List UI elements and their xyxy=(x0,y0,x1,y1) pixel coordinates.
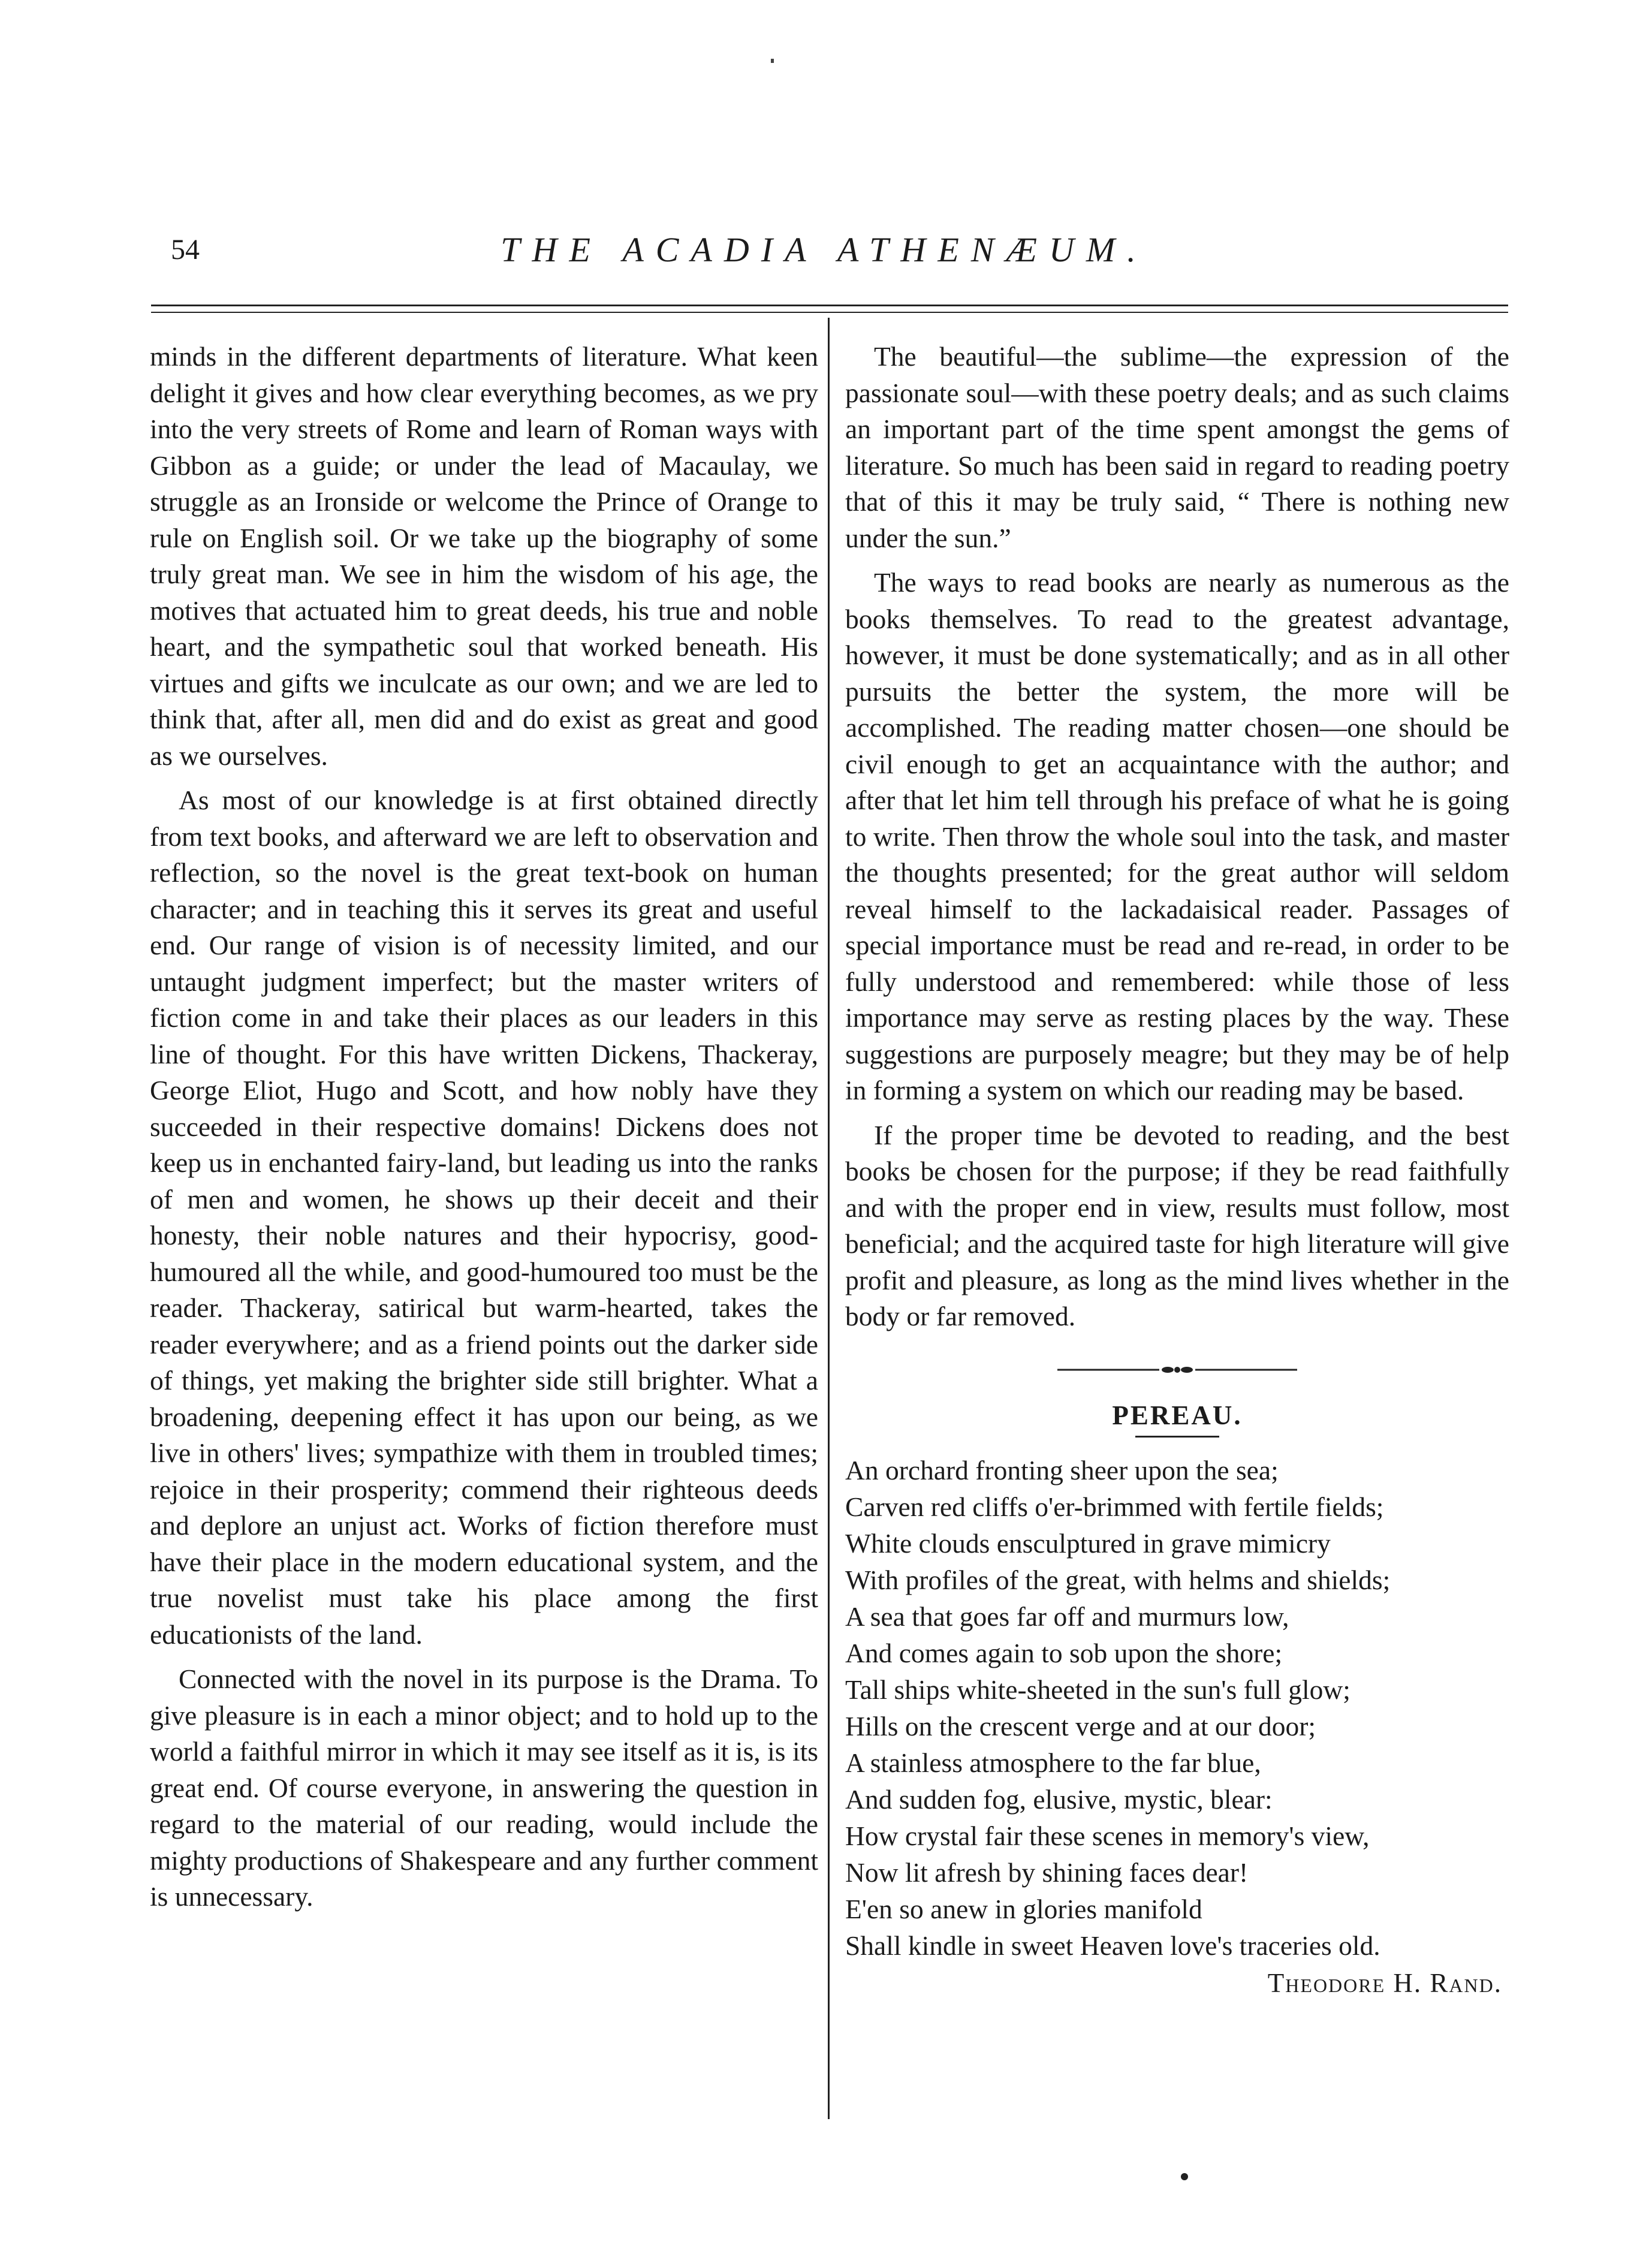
poem-line: With profiles of the great, with helms and shields; xyxy=(845,1564,1391,1595)
poem-line: And comes again to sob upon the shore; xyxy=(845,1637,1283,1668)
paragraph: Connected with the novel in its purpose is the Drama. To give pleasure is in each a minor object; and to hold up to the world a faithful mirror in which it may see itself as it is, is its great end. Of course everyone, in answering the question in regard to the material of our reading, would include the mighty productions of Shakespeare and any further comment is unnecessary. xyxy=(150,1664,818,1912)
paragraph: If the proper time be devoted to reading, and the best books be chosen for the purpose; if they be read faithfully and with the proper end in view, results must follow, most beneficial; and the acquired taste for high literature will give profit and pleasure, as long as the mind lives whether in the body or far removed. xyxy=(845,1119,1509,1331)
poem-line: And sudden fog, elusive, mystic, blear: xyxy=(845,1783,1273,1815)
poem-line: How crystal fair these scenes in memory's view, xyxy=(845,1820,1370,1851)
poem-line: White clouds ensculptured in grave mimicry xyxy=(845,1527,1331,1559)
poem xyxy=(845,1452,1509,1964)
paragraph: The ways to read books are nearly as numerous as the books themselves. To read to the greatest advantage, however, it must be done systematically; and as in all other pursuits the better the system, the more will be accomplished. The reading matter chosen—one should be civil enough to get an acquaintance with the author; and after that let him tell through his preface of what he is going to write. Then throw the whole soul into the task, and master the thoughts presented; for the great author will seldom reveal himself to the lackadaisical reader. Passages of special importance must be read and re-read, in order to be fully understood and remembered: while those of less importance may serve as resting places by the way. These suggestions are purposely meagre; but they may be of help in forming a system on which our reading may be based. xyxy=(845,567,1509,1105)
paragraph: As most of our knowledge is at first obtained directly from text books, and afterward we are left to observation and reflection, so the novel is the great text-book on human character; and in teaching this it serves its great and useful end. Our range of vision is of necessity limited, and our untaught judgment imperfect; but the master writers of fiction come in and take their places as our leaders in this line of thought. For this have written Dickens, Thackeray, George Eliot, Hugo and Scott, and how nobly have they succeeded in their respective domains! Dickens does not keep us in enchanted fairy-land, but leading us into the ranks of men and women, he shows up their deceit and their honesty, their noble natures and their hypocrisy, good-humoured all the while, and good-humoured too must be the reader. Thackeray, satirical but warm-hearted, takes the reader everywhere; and as a friend points out the darker side of things, yet making the brighter side still brighter. What a broadening, deepening effect it has upon our being, as we live in others' lives; sympathize with them in troubled times; rejoice in their prosperity; commend their righteous deeds and deplore an unjust act. Works of fiction therefore must have their place in the modern educational system, and the true novelist must take his place among the first educationists of the land. xyxy=(150,785,818,1650)
section-ornament xyxy=(1057,1363,1297,1377)
poem-line: An orchard fronting sheer upon the sea; xyxy=(845,1454,1279,1485)
left-column xyxy=(150,339,818,1924)
poem-line: Now lit afresh by shining faces dear! xyxy=(845,1857,1249,1888)
poem-title: PEREAU. xyxy=(1112,1400,1243,1430)
header-rule-top xyxy=(151,305,1508,306)
print-speck xyxy=(771,59,774,63)
poem-line: Tall ships white-sheeted in the sun's full glow; xyxy=(845,1674,1350,1705)
column-divider xyxy=(828,318,830,2119)
poem-line: Carven red cliffs o'er-brimmed with fertile fields; xyxy=(845,1491,1384,1522)
page-number: 54 xyxy=(171,234,200,266)
running-head-title: THE ACADIA ATHENÆUM. xyxy=(501,230,1148,269)
paragraph: The beautiful—the sublime—the expression of the passionate soul—with these poetry deals; and as such claims an important part of the time spent amongst the gems of literature. So much has been said in regard to reading poetry that of this it may be truly said, “ There is nothing new under the sun.” xyxy=(845,341,1509,553)
poem-line: Shall kindle in sweet Heaven love's traceries old. xyxy=(845,1930,1380,1961)
poem-line: A sea that goes far off and murmurs low, xyxy=(845,1601,1289,1632)
poem-line: E'en so anew in glories manifold xyxy=(845,1893,1202,1924)
print-speck xyxy=(1181,2173,1188,2180)
poem-author: Theodore H. Rand. xyxy=(1267,1967,1502,1998)
poem-line: Hills on the crescent verge and at our door; xyxy=(845,1710,1316,1741)
paragraph: minds in the different departments of literature. What keen delight it gives and how clear everything becomes, as we pry into the very streets of Rome and learn of Roman ways with Gibbon as a guide; or under the lead of Macaulay, we struggle as an Ironside or welcome the Prince of Orange to rule on English soil. Or we take up the biography of some truly great man. We see in him the wisdom of his age, the motives that actuated him to great deeds, his true and noble heart, and the sympathetic soul that worked beneath. His virtues and gifts we inculcate as our own; and we are led to think that, after all, men did and do exist as great and good as we ourselves. xyxy=(150,341,818,771)
header-rule-bottom xyxy=(151,312,1508,313)
poem-line: A stainless atmosphere to the far blue, xyxy=(845,1747,1261,1778)
title-rule xyxy=(1135,1436,1219,1438)
right-column xyxy=(845,339,1509,2001)
